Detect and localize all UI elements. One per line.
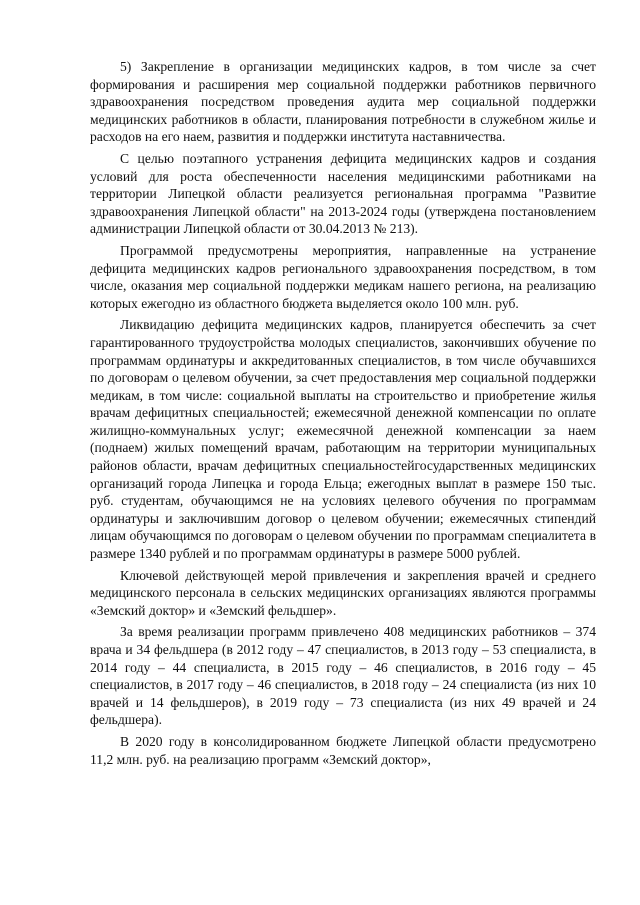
document-page — [90, 58, 596, 772]
paragraph-2: С целью поэтапного устранения дефицита медицинских кадров и создания условий для роста обеспеченности населения медицинскими работниками на территории Липецкой области реализуется региональная программа "Развитие здравоохранения Липецкой области" на 2013-2024 годы (утверждена постановлением администрации Липецкой области от 30.04.2013 № 213). — [90, 150, 596, 237]
paragraph-5: Ключевой действующей мерой привлечения и закрепления врачей и среднего медицинского персонала в сельских медицинских организациях являются программы «Земский доктор» и «Земский фельдшер». — [90, 567, 596, 618]
paragraph-7: В 2020 году в консолидированном бюджете Липецкой области предусмотрено 11,2 млн. руб. на реализацию программ «Земский доктор», — [90, 733, 596, 767]
paragraph-1: 5) Закрепление в организации медицинских кадров, в том числе за счет формирования и расширения мер социальной поддержки работников первичного здравоохранения посредством проведения аудита мер социальной поддержки медицинских работников в области, планирования потребности в служебном жилье и расходов на его наем, развития и поддержки института наставничества. — [90, 59, 596, 145]
paragraph-3: Программой предусмотрены мероприятия, направленные на устранение дефицита медицинских кадров регионального здравоохранения посредством, в том числе, оказания мер социальной поддержки медикам нашего региона, на реализацию которых ежегодно из областного бюджета выделяется около 100 млн. руб. — [90, 242, 596, 311]
paragraph-6: За время реализации программ привлечено 408 медицинских работников – 374 врача и 34 фельдшера (в 2012 году – 47 специалистов, в 2013 году – 53 специалиста, в 2014 году – 44 специалиста, в 2015 году – 46 специалистов, в 2016 году – 45 специалистов, в 2017 году – 46 специалистов, в 2018 году – 24 специалиста (из них 10 врачей и 14 фельдшеров), в 2019 году – 73 специалиста (из них 49 врачей и 24 фельдшера). — [90, 624, 596, 728]
paragraph-4: Ликвидацию дефицита медицинских кадров, планируется обеспечить за счет гарантированного трудоустройства молодых специалистов, закончивших обучение по программам ординатуры и аккредитованных специалистов, в том числе обучавшихся по договорам о целевом обучении, за счет предоставления мер социальной поддержки медикам, в том числе: социальной выплаты на строительство и приобретение жилья врачам дефицитных специальностей; ежемесячной денежной компенсации по оплате жилищно-коммунальных услуг; ежемесячной денежной компенсации за наем (поднаем) жилых помещений врачам, работающим на территории муниципальных районов области, врачам дефицитных специальностейгосударственных медицинских организаций города Липецка и города Ельца; ежегодных выплат в размере 150 тыс. руб. студентам, обучающимся не на условиях целевого обучения по программам ординатуры и заключившим договор о целевом обучении; ежемесячных стипендий лицам обучающимся по договорам о целевом обучении по программам специалитета в размере 1340 рублей и по программам ординатуры в размере 5000 рублей. — [90, 317, 596, 562]
